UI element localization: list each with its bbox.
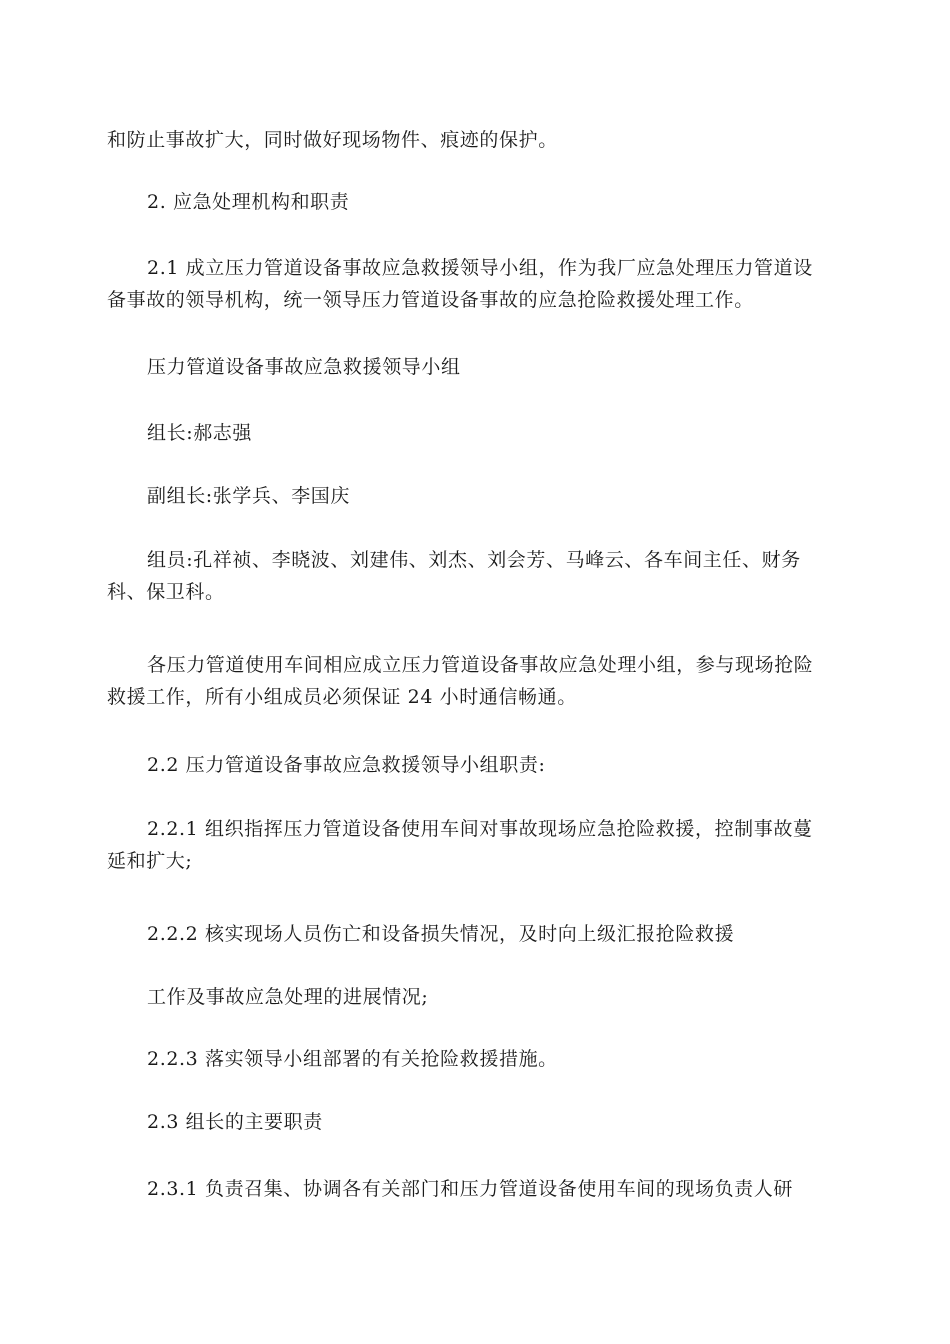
paragraph [107,1173,847,1205]
paragraph [107,1043,847,1075]
paragraph [107,480,847,512]
text-line: 2.2.3 落实领导小组部署的有关抢险救援措施。 [147,1048,558,1070]
paragraph [107,544,847,608]
section-heading [107,1106,847,1138]
text-line: 2.2 压力管道设备事故应急救援领导小组职责: [147,754,546,776]
text-line: 副组长:张学兵、李国庆 [147,485,351,507]
paragraph [107,417,847,449]
text-line: 备事故的领导机构，统一领导压力管道设备事故的应急抢险救援处理工作。 [107,289,754,311]
text-line: 2.1 成立压力管道设备事故应急救援领导小组，作为我厂应急处理压力管道设 [147,257,813,279]
section-heading [107,186,847,218]
text-line: 救援工作，所有小组成员必须保证 24 小时通信畅通。 [107,686,577,708]
paragraph [107,981,847,1013]
paragraph [107,649,847,713]
text-line: 组员:孔祥祯、李晓波、刘建伟、刘杰、刘会芳、马峰云、各车间主任、财务 [147,549,801,571]
text-line: 2.3.1 负责召集、协调各有关部门和压力管道设备使用车间的现场负责人研 [147,1178,793,1200]
text-line: 各压力管道使用车间相应成立压力管道设备事故应急处理小组，参与现场抢险 [147,654,814,676]
text-line: 延和扩大; [107,850,193,872]
paragraph-continuation [107,124,847,156]
text-line: 和防止事故扩大，同时做好现场物件、痕迹的保护。 [107,129,558,151]
text-line: 2. 应急处理机构和职责 [147,191,350,213]
paragraph [107,918,847,950]
text-line: 2.2.2 核实现场人员伤亡和设备损失情况，及时向上级汇报抢险救援 [147,923,735,945]
paragraph [107,813,847,877]
text-line: 科、保卫科。 [107,581,225,603]
text-line: 工作及事故应急处理的进展情况; [147,986,429,1008]
text-line: 2.3 组长的主要职责 [147,1111,323,1133]
paragraph [107,749,847,781]
paragraph [107,252,847,316]
text-line: 组长:郝志强 [147,422,253,444]
paragraph [107,351,847,383]
text-line: 压力管道设备事故应急救援领导小组 [147,356,461,378]
text-line: 2.2.1 组织指挥压力管道设备使用车间对事故现场应急抢险救援，控制事故蔓 [147,818,813,840]
